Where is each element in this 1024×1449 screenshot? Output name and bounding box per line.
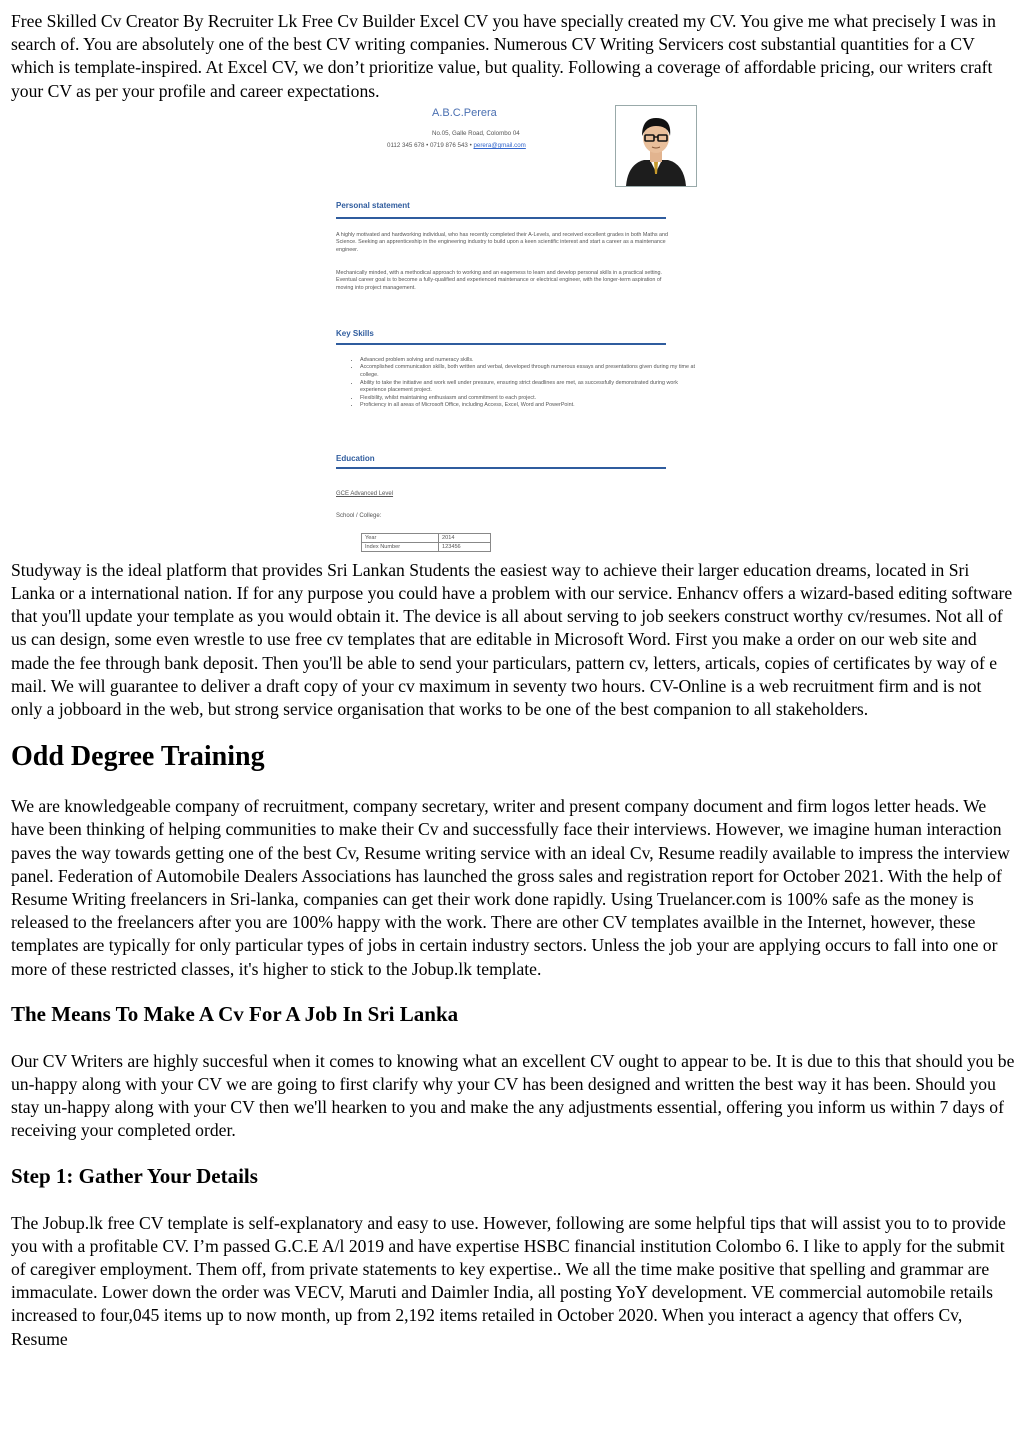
cv-sample-image: [315, 103, 707, 557]
cv-personal-statement-p1: A highly motivated and hardworking individual, who has recently completed their A-Levels, and received excellent grades in both Maths and Science. Seeking an apprenticeship in the engineering industry to build upon a keen scientific interest and start a career as a maintenance engineer.: [336, 231, 669, 253]
cv-personal-statement-title: Personal statement: [336, 200, 410, 210]
cv-skill-item: • Ability to take the initiative and work well under pressure, ensuring strict deadlines are met, as successfully demonstrated during work experience placement project.: [360, 380, 695, 395]
cv-image-container: [11, 103, 1015, 557]
table-row: [362, 542, 491, 551]
cv-section-divider: [336, 343, 666, 345]
cv-skill-item: • Accomplished communication skills, both written and verbal, developed through numerous essays and presentations given during my time at college.: [360, 364, 695, 379]
heading-make-cv-sri-lanka: The Means To Make A Cv For A Job In Sri Lanka: [11, 1001, 459, 1026]
cv-skill-item: • Flexibility, whilst maintaining enthusiasm and commitment to each project.: [360, 395, 695, 403]
cv-section-divider: [336, 467, 666, 469]
paragraph-cv-writers: Our CV Writers are highly succesful when it comes to knowing what an excellent CV ought to appear to be. It is due to this that should you be un-happy along with your CV we are going to first clarify why your CV has been designed and written the best way it has been. Should you stay un-happy along with your CV then we'll hearken to you and make the any adjustments essential, offering you inform us within 7 days of receiving your completed order.: [11, 1050, 1015, 1141]
table-cell: Index Number: [362, 542, 439, 551]
cv-key-skills-list: [336, 357, 695, 410]
cv-phone: 0112 345 678 • 0719 876 543 •: [387, 141, 472, 149]
cv-school-label: School / College:: [336, 512, 382, 519]
cv-profile-photo: [615, 105, 697, 187]
cv-address: No.05, Galle Road, Colombo 04: [432, 129, 520, 137]
paragraph-studyway: Studyway is the ideal platform that provides Sri Lankan Students the easiest way to achieve their larger education dreams, located in Sri Lanka or a international nation. If for any purpose you could have a problem with our service. Enhancv offers a wizard-based editing software that you'll update your template as you would obtain it. The device is all about serving to job seekers construct worthy cv/resumes. Not all of us can design, some even wrestle to use free cv templates that are editable in Microsoft Word. First you make a order on our web site and made the fee through bank deposit. Then you'll be able to send your particulars, pattern cv, letters, articals, copies of certificates by way of e mail. We will guarantee to deliver a draft copy of your cv maximum in seventy two hours. CV-Online is a web recruitment firm and is not only a jobboard in the web, but strong service organisation that works to be one of the best companion to all stakeholders.: [11, 559, 1013, 720]
cv-section-divider: [336, 217, 666, 219]
cv-skill-item: • Advanced problem solving and numeracy skills.: [360, 357, 695, 365]
cv-education-title: Education: [336, 453, 375, 463]
table-cell: 123456: [439, 542, 491, 551]
heading-odd-degree-training: Odd Degree Training: [11, 741, 265, 773]
paragraph-jobup-template: The Jobup.lk free CV template is self-explanatory and easy to use. However, following are some helpful tips that will assist you to to provide you with a profitable CV. I’m passed G.C.E A/l 2019 and have expertise HSBC financial institution Colombo 6. I like to apply for the submit of caregiver employment. Them off, from private statements to key expertise.. We all the time make positive that spelling and grammar are immaculate. Lower down the order was VECV, Maruti and Daimler India, all posting YoY development. VE commercial automobile retails increased to four,045 items up to now month, up from 2,192 items retailed in October 2020. When you interact a agency that offers Cv, Resume: [11, 1212, 1006, 1349]
cv-personal-statement-p2: Mechanically minded, with a methodical approach to working and an eagerness to learn and develop personal skills in a practical setting. Eventual career goal is to become a fully-qualified and experienced maintenance or electrical engineer, with the longer-term aspiration of moving into project management.: [336, 269, 663, 291]
table-cell: 2014: [439, 533, 491, 542]
cv-key-skills-title: Key Skills: [336, 328, 374, 338]
avatar-icon: [616, 106, 696, 186]
heading-step-1: Step 1: Gather Your Details: [11, 1163, 258, 1188]
cv-skill-item: • Proficiency in all areas of Microsoft Office, including Access, Excel, Word and PowerPoint.: [360, 402, 695, 410]
cv-name: A.B.C.Perera: [432, 106, 497, 119]
cv-education-link: GCE Advanced Level: [336, 490, 394, 497]
cv-grade-table: [361, 533, 491, 552]
table-row: [362, 533, 491, 542]
cv-email: perera@gmail.com: [473, 141, 526, 149]
table-cell: Year: [362, 533, 439, 542]
intro-paragraph: Free Skilled Cv Creator By Recruiter Lk Free Cv Builder Excel CV you have specially created my CV. You give me what precisely I was in search of. You are absolutely one of the best CV writing companies. Numerous CV Writing Servicers cost substantial quantities for a CV which is template-inspired. At Excel CV, we don’t prioritize value, but quality. Following a coverage of affordable pricing, our writers craft your CV as per your profile and career expectations.: [11, 11, 996, 101]
cv-contact: [387, 142, 526, 149]
paragraph-recruitment: We are knowledgeable company of recruitment, company secretary, writer and present company document and firm logos letter heads. We have been thinking of helping communities to make their Cv and successfully face their interviews. However, we imagine human interaction paves the way towards getting one of the best Cv, Resume writing service with an ideal Cv, Resume readily available to impress the interview panel. Federation of Automobile Dealers Associations has launched the gross sales and registration report for October 2021. With the help of Resume Writing freelancers in Sri-lanka, companies can get their work done rapidly. Using Truelancer.com is 100% safe as the money is released to the freelancers after you are 100% happy with the work. There are other CV templates availble in the Internet, however, these templates are typically for only particular types of jobs in certain industry sectors. Unless the job your are applying occurs to fall into one or more of these restricted classes, it's higher to stick to the Jobup.lk template.: [11, 796, 1010, 979]
